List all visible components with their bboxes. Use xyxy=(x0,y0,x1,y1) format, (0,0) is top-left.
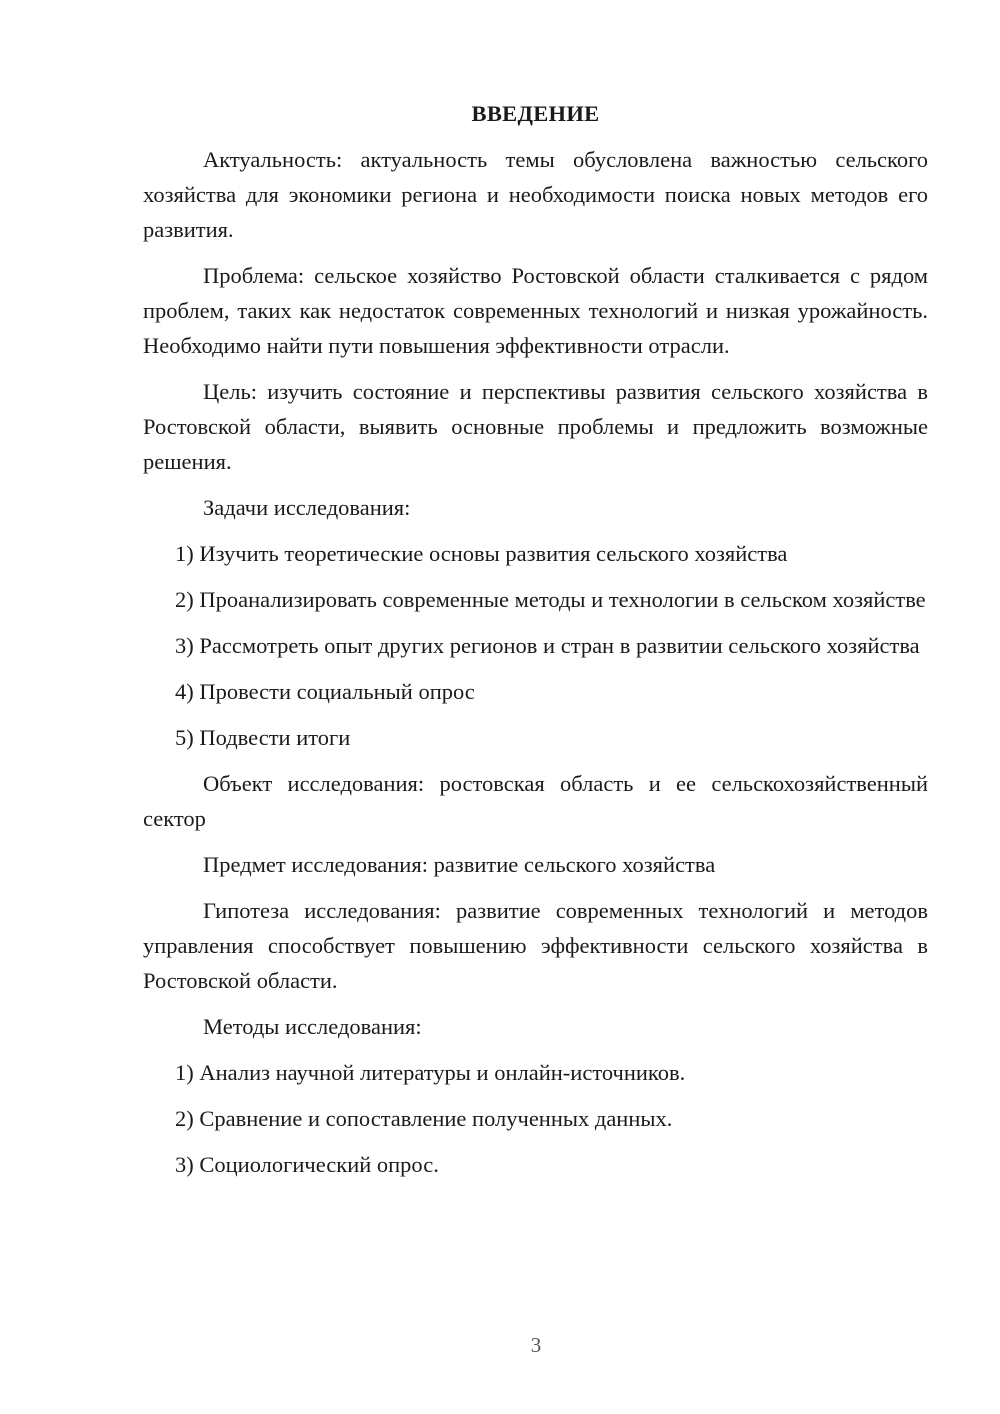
method-item: 1) Анализ научной литературы и онлайн-источников. xyxy=(175,1060,686,1085)
tasks-list xyxy=(143,536,928,755)
problem-paragraph: Проблема: сельское хозяйство Ростовской области сталкивается с рядом проблем, таких как недостаток современных технологий и низкая урожайность. Необходимо найти пути повышения эффективности отрасли. xyxy=(143,263,928,358)
object-paragraph: Объект исследования: ростовская область и ее сельскохозяйственный сектор xyxy=(143,771,928,831)
tasks-heading: Задачи исследования: xyxy=(203,495,411,520)
task-item: 1) Изучить теоретические основы развития сельского хозяйства xyxy=(175,541,788,566)
page-number: 3 xyxy=(530,1333,542,1357)
methods-heading: Методы исследования: xyxy=(203,1014,422,1039)
methods-list xyxy=(143,1055,928,1182)
task-item: 3) Рассмотреть опыт других регионов и стран в развитии сельского хозяйства xyxy=(175,633,920,658)
task-item: 2) Проанализировать современные методы и технологии в сельском хозяйстве xyxy=(175,587,926,612)
hypothesis-paragraph: Гипотеза исследования: развитие современных технологий и методов управления способствует повышению эффективности сельского хозяйства в Ростовской области. xyxy=(143,898,928,993)
section-title: ВВЕДЕНИЕ xyxy=(471,101,600,126)
method-item: 2) Сравнение и сопоставление полученных данных. xyxy=(175,1106,673,1131)
task-item: 4) Провести социальный опрос xyxy=(175,679,475,704)
goal-paragraph: Цель: изучить состояние и перспективы развития сельского хозяйства в Ростовской области, выявить основные проблемы и предложить возможные решения. xyxy=(143,379,928,474)
method-item: 3) Социологический опрос. xyxy=(175,1152,439,1177)
subject-paragraph: Предмет исследования: развитие сельского хозяйства xyxy=(203,852,716,877)
actuality-paragraph: Актуальность: актуальность темы обусловлена важностью сельского хозяйства для экономики региона и необходимости поиска новых методов его развития. xyxy=(143,147,928,242)
task-item: 5) Подвести итоги xyxy=(175,725,351,750)
document-page xyxy=(143,96,928,1193)
